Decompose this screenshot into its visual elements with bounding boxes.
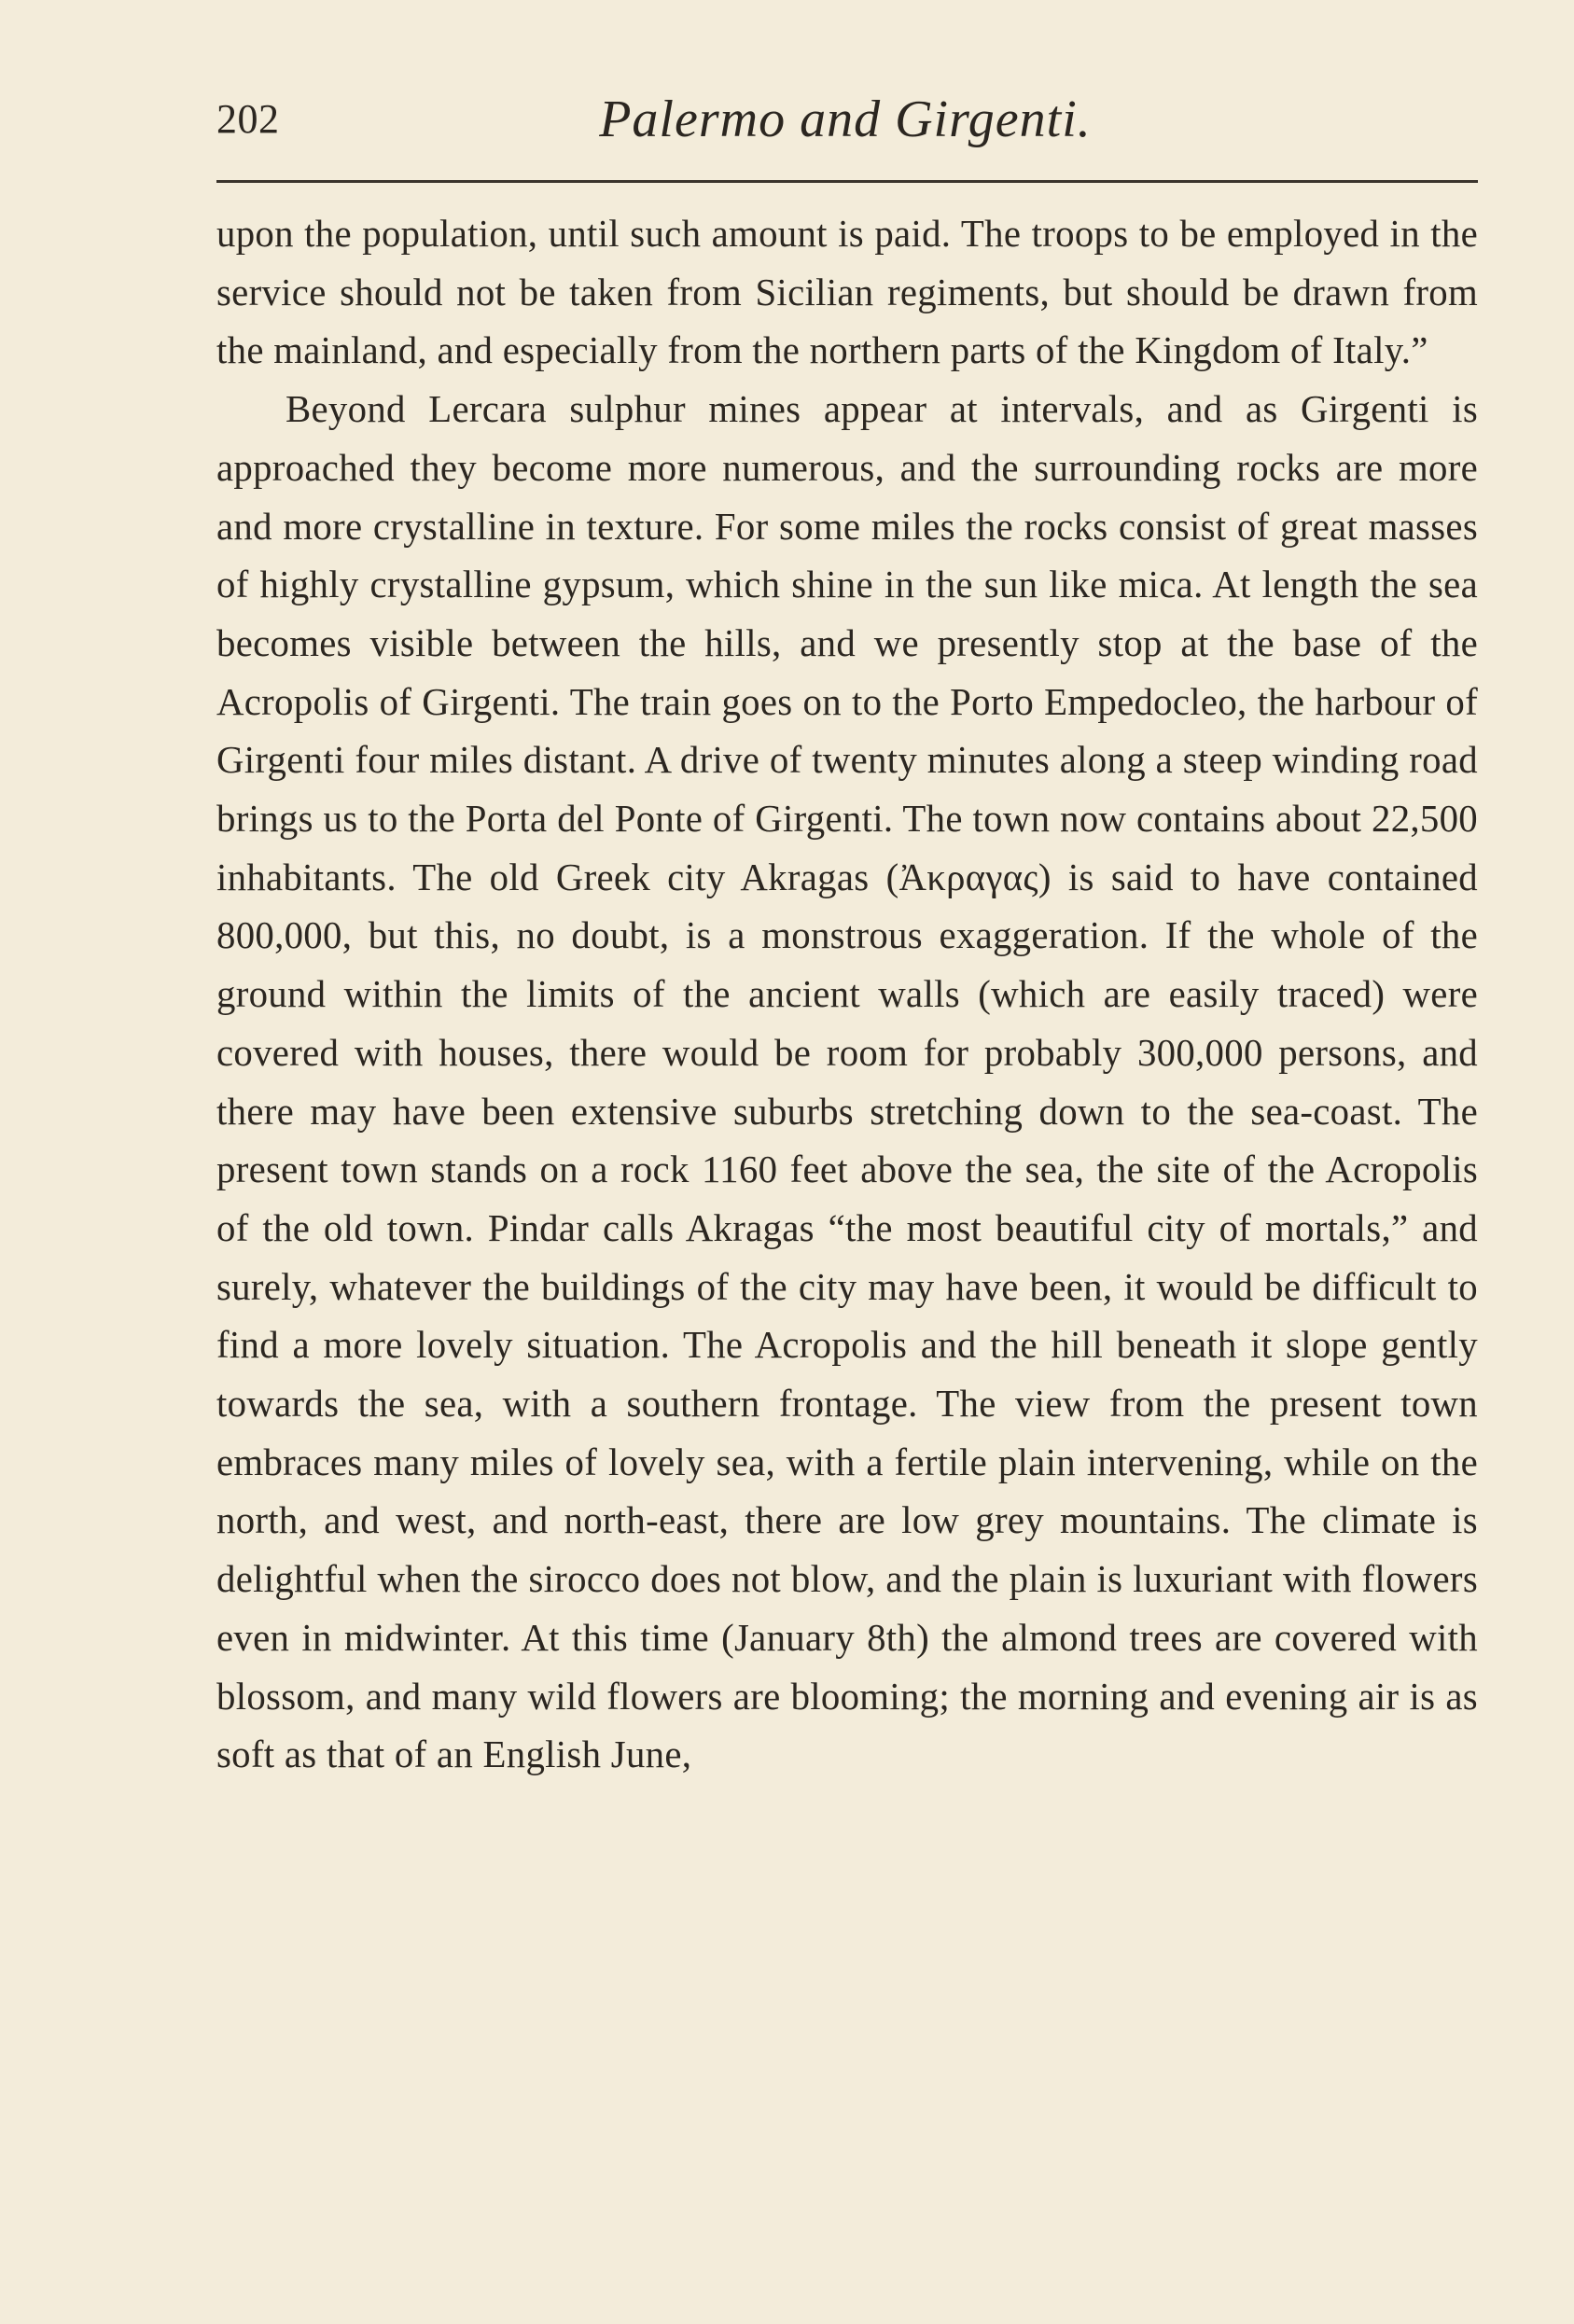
paragraph: Beyond Lercara sulphur mines appear at intervals, and as Girgenti is approached they become more numerous, and the surrounding rocks are more and more crystalline in texture. For some miles the rocks consist of great masses of highly crystalline gypsum, which shine in the sun like mica. At length the sea becomes visible between the hills, and we presently stop at the base of the Acropolis of Girgenti. The train goes on to the Porto Empedocleo, the harbour of Girgenti four miles distant. A drive of twenty minutes along a steep winding road brings us to the Porta del Ponte of Girgenti. The town now contains about 22,500 inhabitants. The old Greek city Akragas (Ἀκραγας) is said to have contained 800,000, but this, no doubt, is a monstrous exaggeration. If the whole of the ground within the limits of the ancient walls (which are easily traced) were covered with houses, there would be room for probably 300,000 persons, and there may have been extensive suburbs stretching down to the sea-coast. The present town stands on a rock 1160 feet above the sea, the site of the Acropolis of the old town. Pindar calls Akragas “the most beautiful city of mortals,” and surely, whatever the buildings of the city may have been, it would be difficult to find a more lovely situation. The Acropolis and the hill beneath it slope gently towards the sea, with a southern frontage. The view from the present town embraces many miles of lovely sea, with a fertile plain intervening, while on the north, and west, and north-east, there are low grey mountains. The climate is delightful when the sirocco does not blow, and the plain is luxuriant with flowers even in midwinter. At this time (January 8th) the almond trees are covered with blossom, and many wild flowers are blooming; the morning and evening air is as soft as that of an English June, <box>216 388 1478 1776</box>
paragraph-continued: upon the population, until such amount is paid. The troops to be employed in the service should not be taken from Sicilian regiments, but should be drawn from the mainland, and especially from the northern parts of the Kingdom of Italy.” <box>216 213 1478 372</box>
page-header <box>216 91 1474 157</box>
page-number: 202 <box>216 96 280 142</box>
header-rule <box>216 180 1478 183</box>
body-text <box>216 205 1478 1785</box>
running-title: Palermo and Girgenti. <box>599 90 1092 148</box>
